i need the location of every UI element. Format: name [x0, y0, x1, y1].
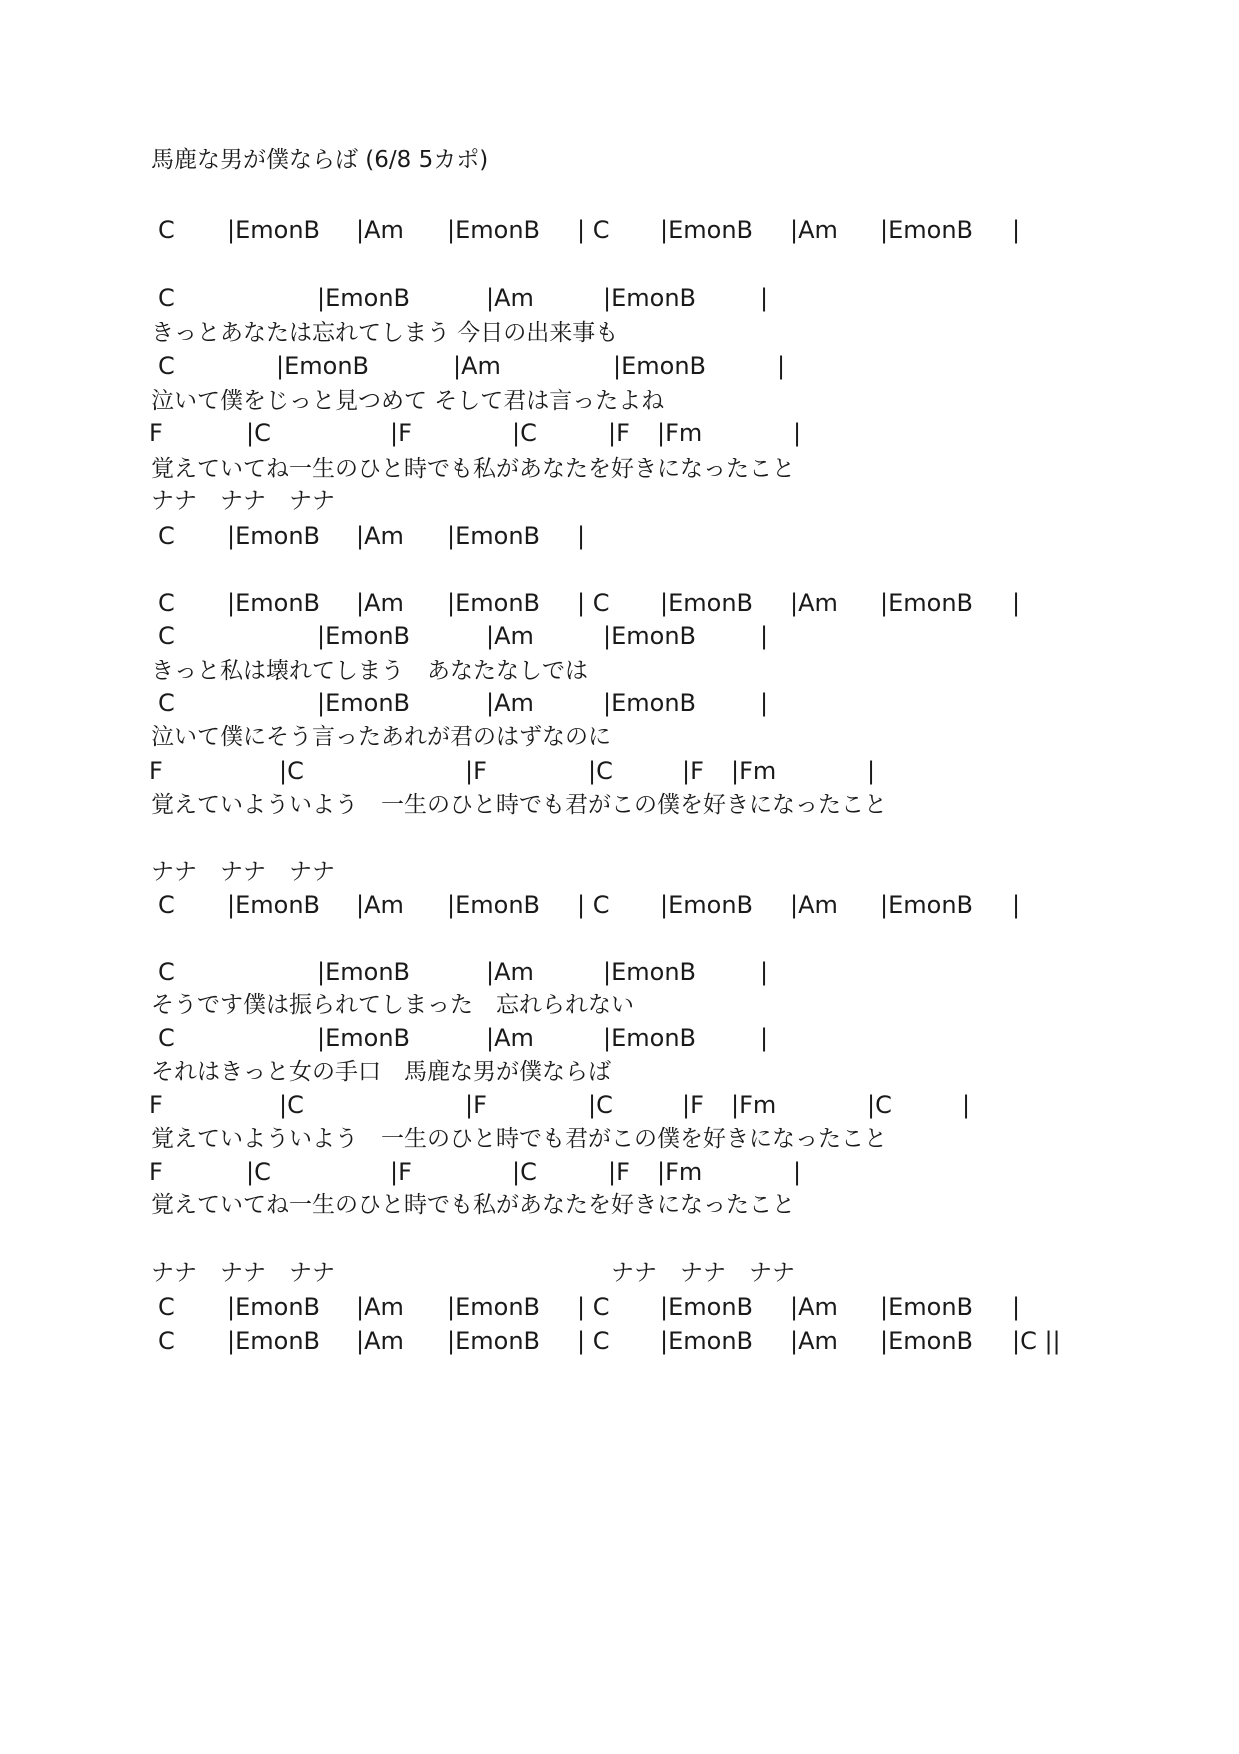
chord-symbol: |: [760, 622, 769, 650]
chord-line: [0, 1090, 1239, 1120]
lyric-text: ナナ ナナ ナナ: [151, 859, 335, 885]
chord-symbol: |EmonB: [880, 1327, 973, 1355]
lyric-text: 泣いて僕にそう言ったあれが君のはずなのに: [151, 724, 611, 750]
chord-symbol: |F: [390, 419, 412, 447]
chord-symbol: |C: [512, 419, 537, 447]
chord-symbol: F: [149, 1091, 163, 1119]
chord-symbol: |EmonB: [317, 689, 410, 717]
chord-symbol: F: [149, 419, 163, 447]
chord-symbol: F: [149, 757, 163, 785]
chord-symbol: | C: [577, 1327, 610, 1355]
chord-symbol: |EmonB: [603, 1024, 696, 1052]
chord-symbol: |EmonB: [660, 891, 753, 919]
chord-symbol: |Am: [356, 891, 404, 919]
chord-symbol: |: [962, 1091, 971, 1119]
chord-symbol: |C: [867, 1091, 892, 1119]
chord-symbol: |Fm: [657, 419, 703, 447]
chord-symbol: |: [760, 1024, 769, 1052]
chord-symbol: |EmonB: [227, 589, 320, 617]
chord-symbol: |EmonB: [317, 1024, 410, 1052]
chord-symbol: C: [158, 958, 175, 986]
lyric-text: ナナ ナナ ナナ: [151, 488, 335, 514]
chord-symbol: |Am: [486, 284, 534, 312]
chord-symbol: C: [158, 622, 175, 650]
lyric-text: それはきっと女の手口 馬鹿な男が僕ならば: [151, 1059, 611, 1085]
chord-symbol: C: [158, 891, 175, 919]
chord-symbol: |F: [608, 419, 630, 447]
chord-line: [0, 957, 1239, 987]
chord-symbol: |EmonB: [276, 352, 369, 380]
chord-symbol: C: [158, 1293, 175, 1321]
chord-symbol: |EmonB: [660, 1293, 753, 1321]
chord-symbol: |C: [588, 1091, 613, 1119]
chord-symbol: C: [158, 589, 175, 617]
chord-symbol: C: [158, 284, 175, 312]
chord-symbol: |EmonB: [603, 284, 696, 312]
chord-symbol: |F: [465, 757, 487, 785]
chord-symbol: |Am: [486, 958, 534, 986]
lyric-line: [0, 454, 1239, 484]
chord-symbol: |EmonB: [603, 958, 696, 986]
chord-symbol: C: [158, 689, 175, 717]
lyric-line: [0, 318, 1239, 348]
chord-symbol: |Am: [486, 622, 534, 650]
chord-symbol: |EmonB: [227, 522, 320, 550]
song-title: 馬鹿な男が僕ならば (6/8 5カポ): [151, 147, 489, 173]
chord-line: [0, 215, 1239, 245]
chord-symbol: |EmonB: [227, 891, 320, 919]
chord-symbol: |EmonB: [447, 522, 540, 550]
lyric-text: 覚えていてね一生のひと時でも私があなたを好きになったこと: [151, 1192, 795, 1218]
chord-symbol: |C ||: [1012, 1327, 1061, 1355]
chord-symbol: |: [760, 958, 769, 986]
chord-symbol: |Am: [790, 891, 838, 919]
chord-symbol: |EmonB: [880, 891, 973, 919]
chord-symbol: |Am: [790, 1327, 838, 1355]
lyric-text: そうです僕は振られてしまった 忘れられない: [151, 992, 634, 1018]
lyric-line: [0, 386, 1239, 416]
chord-symbol: C: [158, 216, 175, 244]
chord-symbol: |EmonB: [660, 216, 753, 244]
lyric-text: きっとあなたは忘れてしまう 今日の出来事も: [151, 320, 619, 346]
chord-symbol: |EmonB: [317, 284, 410, 312]
chord-symbol: |C: [512, 1158, 537, 1186]
chord-symbol: |C: [279, 757, 304, 785]
chord-line: [0, 890, 1239, 920]
lyric-line: [0, 857, 1239, 887]
lyric-line: [0, 1124, 1239, 1154]
chord-symbol: |EmonB: [603, 622, 696, 650]
lyric-text: 覚えていよういよう 一生のひと時でも君がこの僕を好きになったこと: [151, 1126, 887, 1152]
chord-symbol: C: [158, 522, 175, 550]
chord-symbol: |: [760, 284, 769, 312]
chord-symbol: |: [1012, 589, 1021, 617]
chord-line: [0, 283, 1239, 313]
chord-symbol: |C: [588, 757, 613, 785]
chord-symbol: |EmonB: [603, 689, 696, 717]
chord-symbol: |F: [608, 1158, 630, 1186]
chord-symbol: | C: [577, 1293, 610, 1321]
chord-symbol: |EmonB: [447, 216, 540, 244]
chord-symbol: |EmonB: [317, 958, 410, 986]
chord-symbol: |EmonB: [660, 1327, 753, 1355]
chord-line: [0, 1326, 1239, 1356]
chord-symbol: |Am: [790, 1293, 838, 1321]
chord-symbol: C: [158, 1024, 175, 1052]
chord-line: [0, 418, 1239, 448]
chord-symbol: |Am: [486, 1024, 534, 1052]
chord-symbol: |: [1012, 891, 1021, 919]
chord-symbol: |Am: [356, 522, 404, 550]
chord-symbol: C: [158, 352, 175, 380]
chord-line: [0, 688, 1239, 718]
chord-symbol: |EmonB: [227, 1327, 320, 1355]
chord-symbol: |Am: [356, 1327, 404, 1355]
chord-line: [0, 588, 1239, 618]
chord-symbol: |EmonB: [660, 589, 753, 617]
chord-symbol: |: [760, 689, 769, 717]
chord-symbol: | C: [577, 589, 610, 617]
chord-symbol: |Am: [356, 216, 404, 244]
chord-symbol: |Fm: [731, 1091, 777, 1119]
chord-symbol: |EmonB: [447, 589, 540, 617]
chord-symbol: |: [867, 757, 876, 785]
chord-symbol: C: [158, 1327, 175, 1355]
chord-symbol: |EmonB: [880, 216, 973, 244]
lyric-line: [0, 790, 1239, 820]
chord-symbol: |: [1012, 216, 1021, 244]
chord-symbol: |EmonB: [447, 1327, 540, 1355]
chord-line: [0, 351, 1239, 381]
chord-line: [0, 1157, 1239, 1187]
chord-symbol: |C: [246, 419, 271, 447]
chord-symbol: |: [1012, 1293, 1021, 1321]
chord-line: [0, 521, 1239, 551]
chord-symbol: |Fm: [657, 1158, 703, 1186]
lyric-text: ナナ ナナ ナナ ナナ ナナ ナナ: [151, 1260, 795, 1286]
chord-line: [0, 1292, 1239, 1322]
lyric-line: [0, 1258, 1239, 1288]
chord-symbol: |F: [682, 757, 704, 785]
chord-symbol: |Fm: [731, 757, 777, 785]
lyric-line: [0, 1057, 1239, 1087]
chord-symbol: |F: [465, 1091, 487, 1119]
chord-symbol: |Am: [356, 1293, 404, 1321]
chord-line: [0, 756, 1239, 786]
lyric-text: 覚えていよういよう 一生のひと時でも君がこの僕を好きになったこと: [151, 792, 887, 818]
chord-symbol: |EmonB: [880, 589, 973, 617]
lyric-line: [0, 656, 1239, 686]
chord-line: [0, 621, 1239, 651]
lyric-line: [0, 486, 1239, 516]
chord-symbol: |: [793, 419, 802, 447]
chord-symbol: |EmonB: [447, 1293, 540, 1321]
chord-symbol: |C: [246, 1158, 271, 1186]
chord-symbol: |Am: [790, 216, 838, 244]
chord-symbol: |F: [390, 1158, 412, 1186]
chord-symbol: |EmonB: [880, 1293, 973, 1321]
chord-symbol: |EmonB: [613, 352, 706, 380]
lyric-text: 泣いて僕をじっと見つめて そして君は言ったよね: [151, 388, 665, 414]
chord-symbol: |: [793, 1158, 802, 1186]
chord-symbol: |EmonB: [447, 891, 540, 919]
chord-symbol: | C: [577, 216, 610, 244]
chord-symbol: |C: [279, 1091, 304, 1119]
lyric-line: [0, 1190, 1239, 1220]
chord-symbol: |: [777, 352, 786, 380]
chord-symbol: | C: [577, 891, 610, 919]
lyric-text: 覚えていてね一生のひと時でも私があなたを好きになったこと: [151, 456, 795, 482]
chord-line: [0, 1023, 1239, 1053]
chord-symbol: |EmonB: [227, 216, 320, 244]
chord-symbol: |Am: [356, 589, 404, 617]
chord-symbol: F: [149, 1158, 163, 1186]
chord-symbol: |F: [682, 1091, 704, 1119]
chord-symbol: |Am: [486, 689, 534, 717]
chord-symbol: |EmonB: [317, 622, 410, 650]
chord-symbol: |Am: [453, 352, 501, 380]
chord-symbol: |Am: [790, 589, 838, 617]
lyric-text: きっと私は壊れてしまう あなたなしでは: [151, 658, 588, 684]
lyric-line: [0, 990, 1239, 1020]
chord-symbol: |: [577, 522, 586, 550]
chord-symbol: |EmonB: [227, 1293, 320, 1321]
lyric-line: [0, 722, 1239, 752]
